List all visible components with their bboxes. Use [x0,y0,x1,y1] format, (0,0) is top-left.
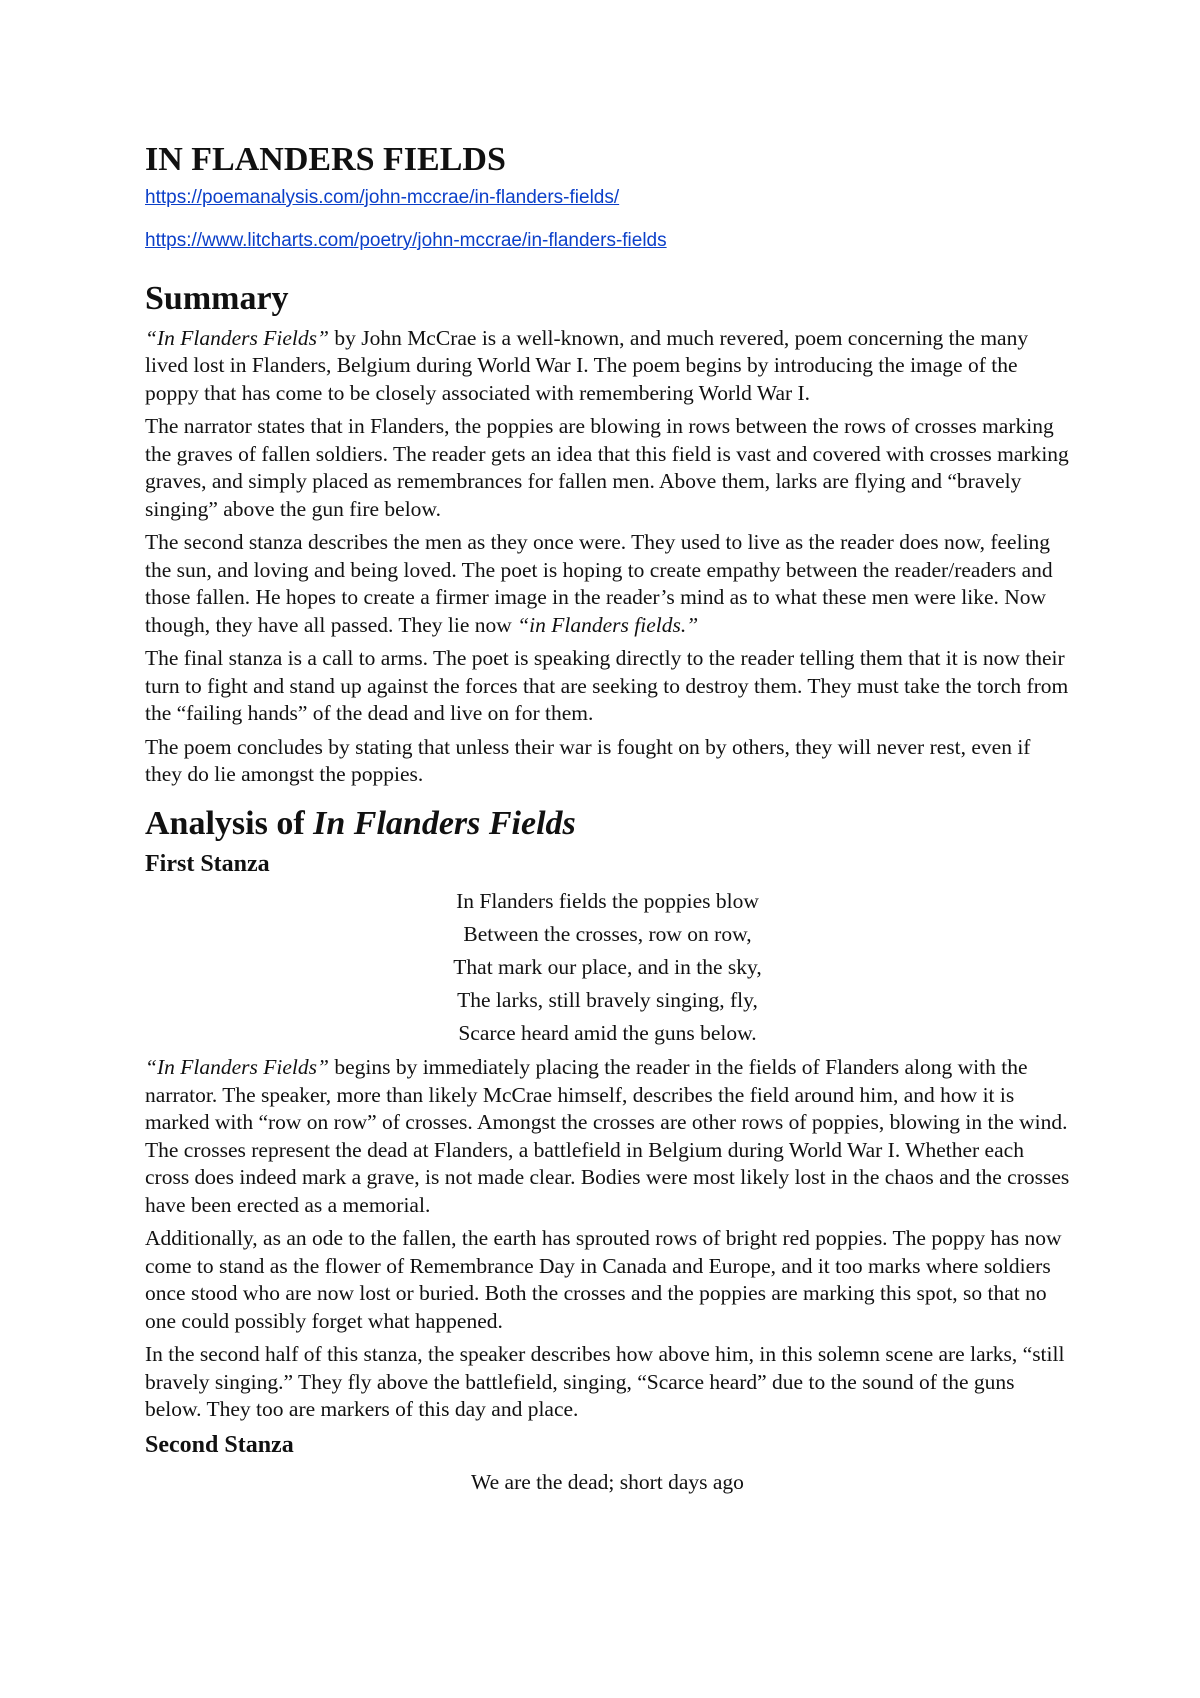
first-stanza-lines [145,885,1070,1050]
analysis-paragraph-1-text: begins by immediately placing the reader in the fields of Flanders along with the narrator. The speaker, more than likely McCrae himself, describes the field around him, and how it is marked with “row on row” of crosses. Amongst the crosses are other rows of poppies, blowing in the wind. The crosses represent the dead at Flanders, a battlefield in Belgium during World War I. Whether each cross does indeed mark a grave, is not made clear. Bodies were most likely lost in the chaos and the crosses have been erected as a memorial. [145,1055,1070,1217]
summary-paragraph-1-text: by John McCrae is a well-known, and much revered, poem concerning the many lived lost in Flanders, Belgium during World War I. The poem begins by introducing the image of the poppy that has come to be closely associated with remembering World War I. [145,325,1029,405]
stanza-line: The larks, still bravely singing, fly, [457,988,758,1013]
first-stanza-heading: First Stanza [145,851,270,878]
summary-paragraph-3-text: The second stanza describes the men as they once were. They used to live as the reader does now, feeling the sun, and loving and being loved. The poet is hoping to create empathy between the reader/readers and those fallen. He hopes to create a firmer image in the reader’s mind as to what these men were like. Now though, they have all passed. They lie now [145,530,1053,637]
summary-paragraph-1 [145,325,1070,408]
second-stanza-heading: Second Stanza [145,1431,294,1458]
stanza-line: Between the crosses, row on row, [463,922,752,947]
analysis-paragraph-1 [145,1054,1070,1219]
litcharts-link[interactable]: https://www.litcharts.com/poetry/john-mccrae/in-flanders-fields [145,229,667,251]
document-body [145,140,1070,1503]
poemanalysis-link[interactable]: https://poemanalysis.com/john-mccrae/in-flanders-fields/ [145,186,620,208]
summary-paragraph-3 [145,529,1070,639]
stanza-line: That mark our place, and in the sky, [453,955,762,980]
poem-title-italic: “In Flanders Fields” [145,325,329,350]
document-title: IN FLANDERS FIELDS [145,141,506,178]
stanza-line: In Flanders fields the poppies blow [456,889,759,914]
poem-title-italic: “In Flanders Fields” [145,1055,329,1080]
analysis-heading-title: In Flanders Fields [313,804,576,842]
analysis-paragraph-3: In the second half of this stanza, the speaker describes how above him, in this solemn scene are larks, “still bravely singing.” They fly above the battlefield, singing, “Scarce heard” due to the sound of the guns below. They too are markers of this day and place. [145,1342,1065,1422]
analysis-heading [145,803,1070,846]
summary-paragraph-3-quote: “in Flanders fields.” [517,612,699,637]
stanza-line: We are the dead; short days ago [471,1469,744,1494]
summary-paragraph-5: The poem concludes by stating that unless their war is fought on by others, they will never rest, even if they do lie amongst the poppies. [145,734,1031,787]
summary-paragraph-2: The narrator states that in Flanders, the poppies are blowing in rows between the rows of crosses marking the graves of fallen soldiers. The reader gets an idea that this field is vast and covered with crosses marking graves, and simply placed as remembrances for fallen men. Above them, larks are flying and “bravely singing” above the gun fire below. [145,414,1069,521]
summary-paragraph-4: The final stanza is a call to arms. The poet is speaking directly to the reader telling them that it is now their turn to fight and stand up against the forces that are seeking to destroy them. They must take the torch from the “failing hands” of the dead and live on for them. [145,646,1069,726]
summary-heading: Summary [145,280,289,318]
second-stanza-lines [145,1466,1070,1499]
stanza-line: Scarce heard amid the guns below. [458,1021,757,1046]
analysis-heading-prefix: Analysis of [145,804,314,842]
analysis-paragraph-2: Additionally, as an ode to the fallen, the earth has sprouted rows of bright red poppies. The poppy has now come to stand as the flower of Remembrance Day in Canada and Europe, and it too marks where soldiers once stood who are now lost or buried. Both the crosses and the poppies are marking this spot, so that no one could possibly forget what happened. [145,1226,1062,1333]
